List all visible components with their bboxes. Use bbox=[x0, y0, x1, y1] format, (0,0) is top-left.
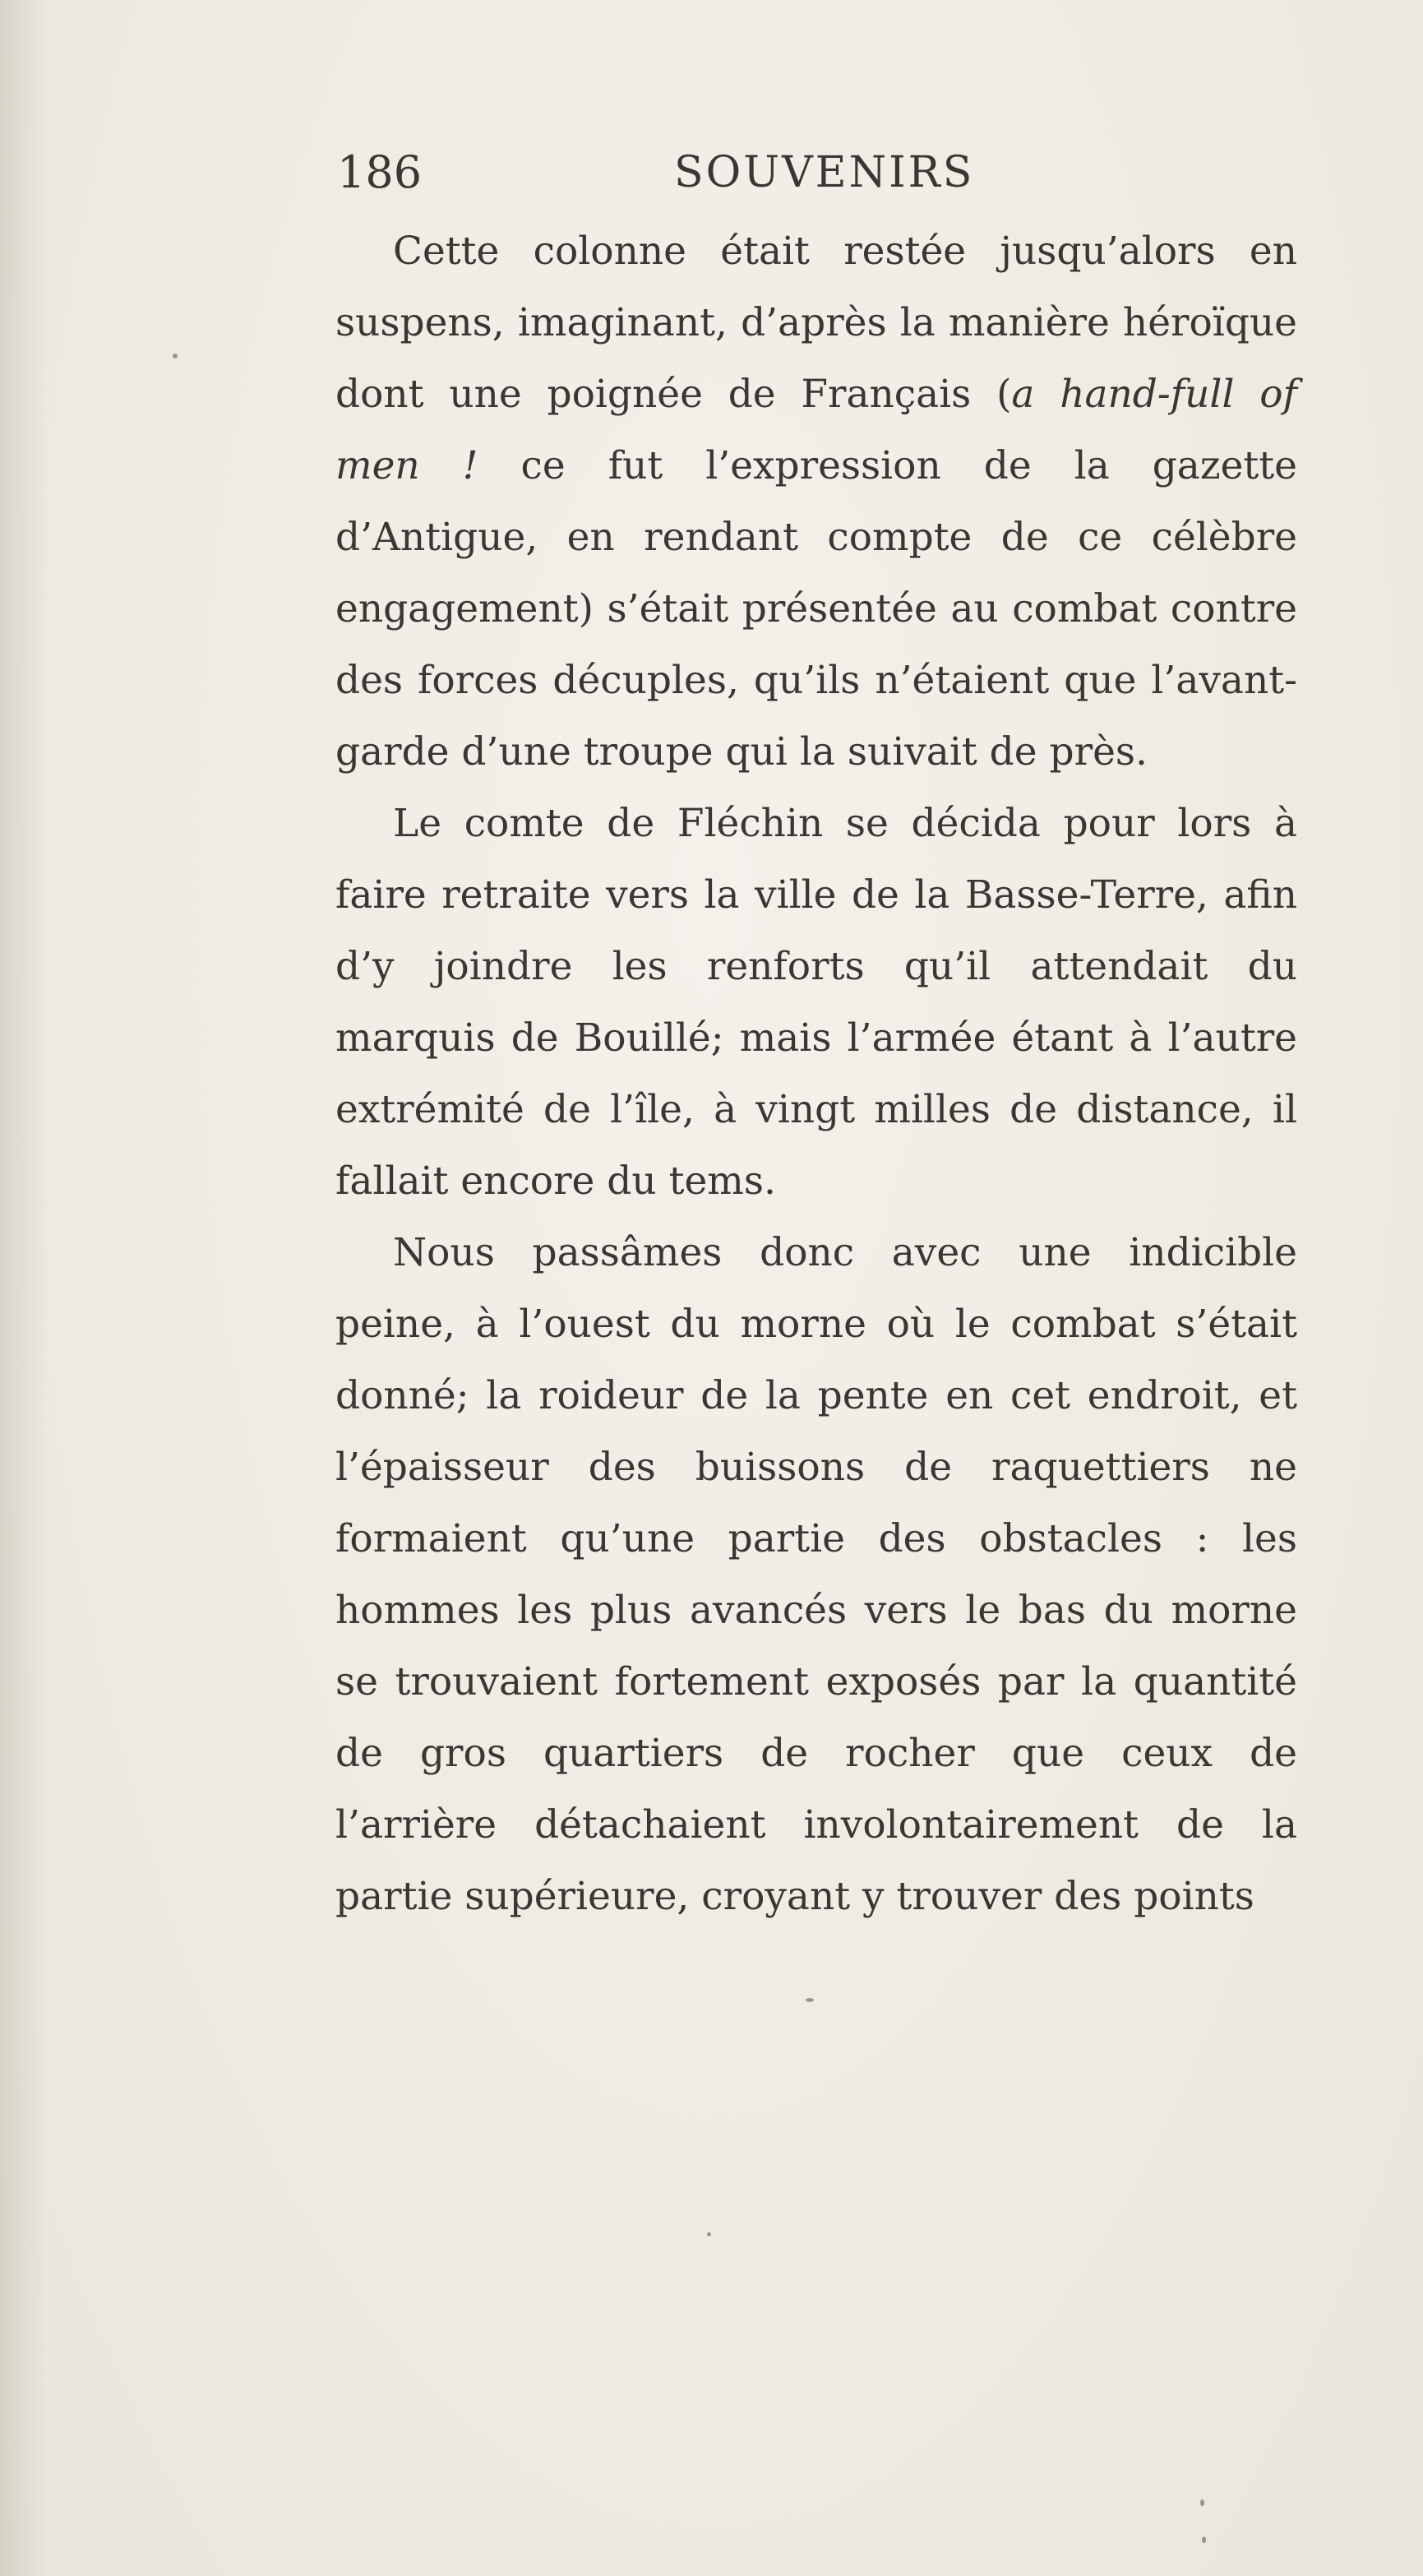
paper-speck bbox=[173, 354, 178, 358]
paragraph-1 bbox=[335, 215, 1297, 788]
paper-speck bbox=[1202, 2537, 1206, 2543]
paragraph-3: Nous passâmes donc avec une indicible peine, à l’ouest du morne où le combat s’était donné; la roideur de la pente en cet endroit, et l’épaisseur des buissons de raquettiers ne formaient qu’une partie des obstacles : les hommes les plus avancés vers le bas du morne se trouvaient fortement exposés par la quantité de gros quartiers de rocher que ceux de l’arrière détachaient involontairement de la partie supérieure, croyant y trouver des points bbox=[335, 1230, 1297, 1919]
paragraph-2: Le comte de Fléchin se décida pour lors à faire retraite vers la ville de la Basse-Terre, afin d’y joindre les renforts qu’il attendait du marquis de Bouillé; mais l’armée étant à l’autre extrémité de l’île, à vingt milles de distance, il fallait encore du tems. bbox=[335, 801, 1297, 1204]
page-number: 186 bbox=[337, 146, 423, 198]
paragraph-1-italic-quote: a hand-full of men ! bbox=[335, 372, 1297, 488]
paper-speck bbox=[806, 1998, 814, 2002]
paragraph-1-text-end: ce fut l’expression de la gazette d’Antigue, en rendant compte de ce célèbre engagement) s’était présentée au combat contre des forces décuples, qu’ils n’étaient que l’avant-garde d’une troupe qui la suivait de près. bbox=[335, 443, 1297, 775]
body-text bbox=[335, 215, 1297, 1932]
running-head: SOUVENIRS bbox=[674, 148, 975, 197]
paper-speck bbox=[707, 2232, 711, 2236]
page-header bbox=[337, 140, 978, 206]
paper-speck bbox=[1200, 2500, 1204, 2506]
paragraph-1-text-start: Cette colonne était restée jusqu’alors en suspens, imaginant, d’après la manière héroïque dont une poignée de Français ( bbox=[335, 229, 1297, 417]
